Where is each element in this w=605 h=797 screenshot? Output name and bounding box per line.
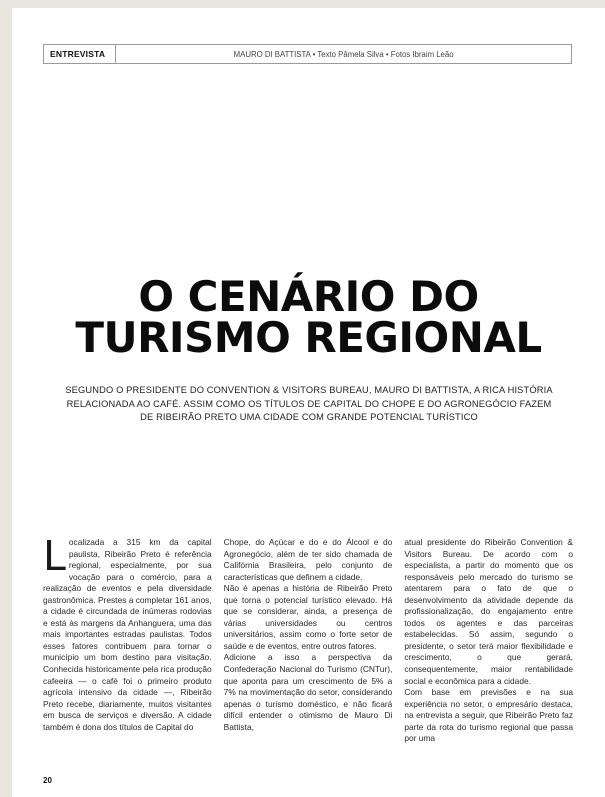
paragraph: Com base em previsões e na sua experiência no setor, o empresário destaca, na entrevista a seguir, que Ribeirão Preto faz parte da rota do turismo regional que passa por uma [404, 687, 574, 744]
article-body [43, 537, 573, 783]
article-subtitle: SEGUNDO O PRESIDENTE DO CONVENTION & VISITORS BUREAU, MAURO DI BATTISTA, A RICA HISTÓRIA RELACIONADA AO CAFÉ. ASSIM COMO OS TÍTULOS DE CAPITAL DO CHOPE E DO AGRONEGÓCIO FAZEM DE RIBEIRÃO PRETO UMA CIDADE COM GRANDE POTENCIAL TURÍSTICO [65, 385, 553, 422]
article-title-line-2: TURISMO REGIONAL [75, 313, 542, 362]
paragraph: atual presidente do Ribeirão Convention & Visitors Bureau. De acordo com o especialista, a partir do momento que os responsáveis pelo mercado do turismo se atentarem para o fato de que o desenvolvimento da atividade depende da profissionalização, do engajamento entre todos os agentes e das parceiras estabelecidas. Só assim, segundo o presidente, o setor terá maior flexibilidade e crescimento, o que gerará, consequentemente, maior rentabilidade social e econômica para a cidade. [404, 537, 574, 686]
paragraph: Adicione a isso a perspectiva da Confederação Nacional do Turismo (CNTur), que aponta para um crescimento de 5% a 7% na movimentação do setor, considerando apenas o turismo doméstico, e não ficará difícil entender o otimismo de Mauro Di Battista, [223, 652, 393, 732]
article-credits: MAURO DI BATTISTA • Texto Pâmela Silva • Fotos Ibraim Leão [233, 49, 454, 59]
paragraph: Chope, do Açúcar e do e do Álcool e do Agronegócio, além de ter sido chamada de Califórnia Brasileira, pelo conjunto de características que definem a cidade. [223, 537, 393, 582]
text-column-1 [43, 537, 212, 783]
paragraph-text: ocalizada a 315 km da capital paulista, Ribeirão Preto é referência regional, especialmente, por sua vocação para o comércio, para a realização de eventos e pela diversidade gastronômica. Prestes a completar 161 anos, a cidade é circundada de inúmeras rodovias e está às margens da Anhanguera, uma das mais importantes estradas paulistas. Todos esses fatores contribuem para tornar o município um bom destino para visitação. Conhecida historicamente pela rica produção cafeeira — o café foi o primeiro produto agrícola intensivo da cidade —, Ribeirão Preto recebe, diariamente, muitos visitantes em busca de serviços e diversão. A cidade também é dona dos títulos de Capital do [43, 537, 212, 732]
article-header [43, 44, 572, 64]
paragraph: Não é apenas a história de Ribeirão Preto que torna o potencial turístico elevado. Há que se considerar, ainda, a presença de várias universidades ou centros universitários, assim como o forte setor de saúde e de eventos, entre outros fatores. [223, 583, 393, 651]
article-title-line-1: O CENÁRIO DO [138, 272, 479, 321]
article-title [12, 272, 605, 362]
text-column-2 [224, 537, 393, 783]
magazine-page [12, 8, 605, 797]
section-tag: ENTREVISTA [44, 45, 116, 63]
page-number: 20 [43, 776, 52, 785]
paragraph [43, 537, 212, 733]
drop-cap: L [43, 537, 66, 580]
text-column-3 [404, 537, 573, 783]
